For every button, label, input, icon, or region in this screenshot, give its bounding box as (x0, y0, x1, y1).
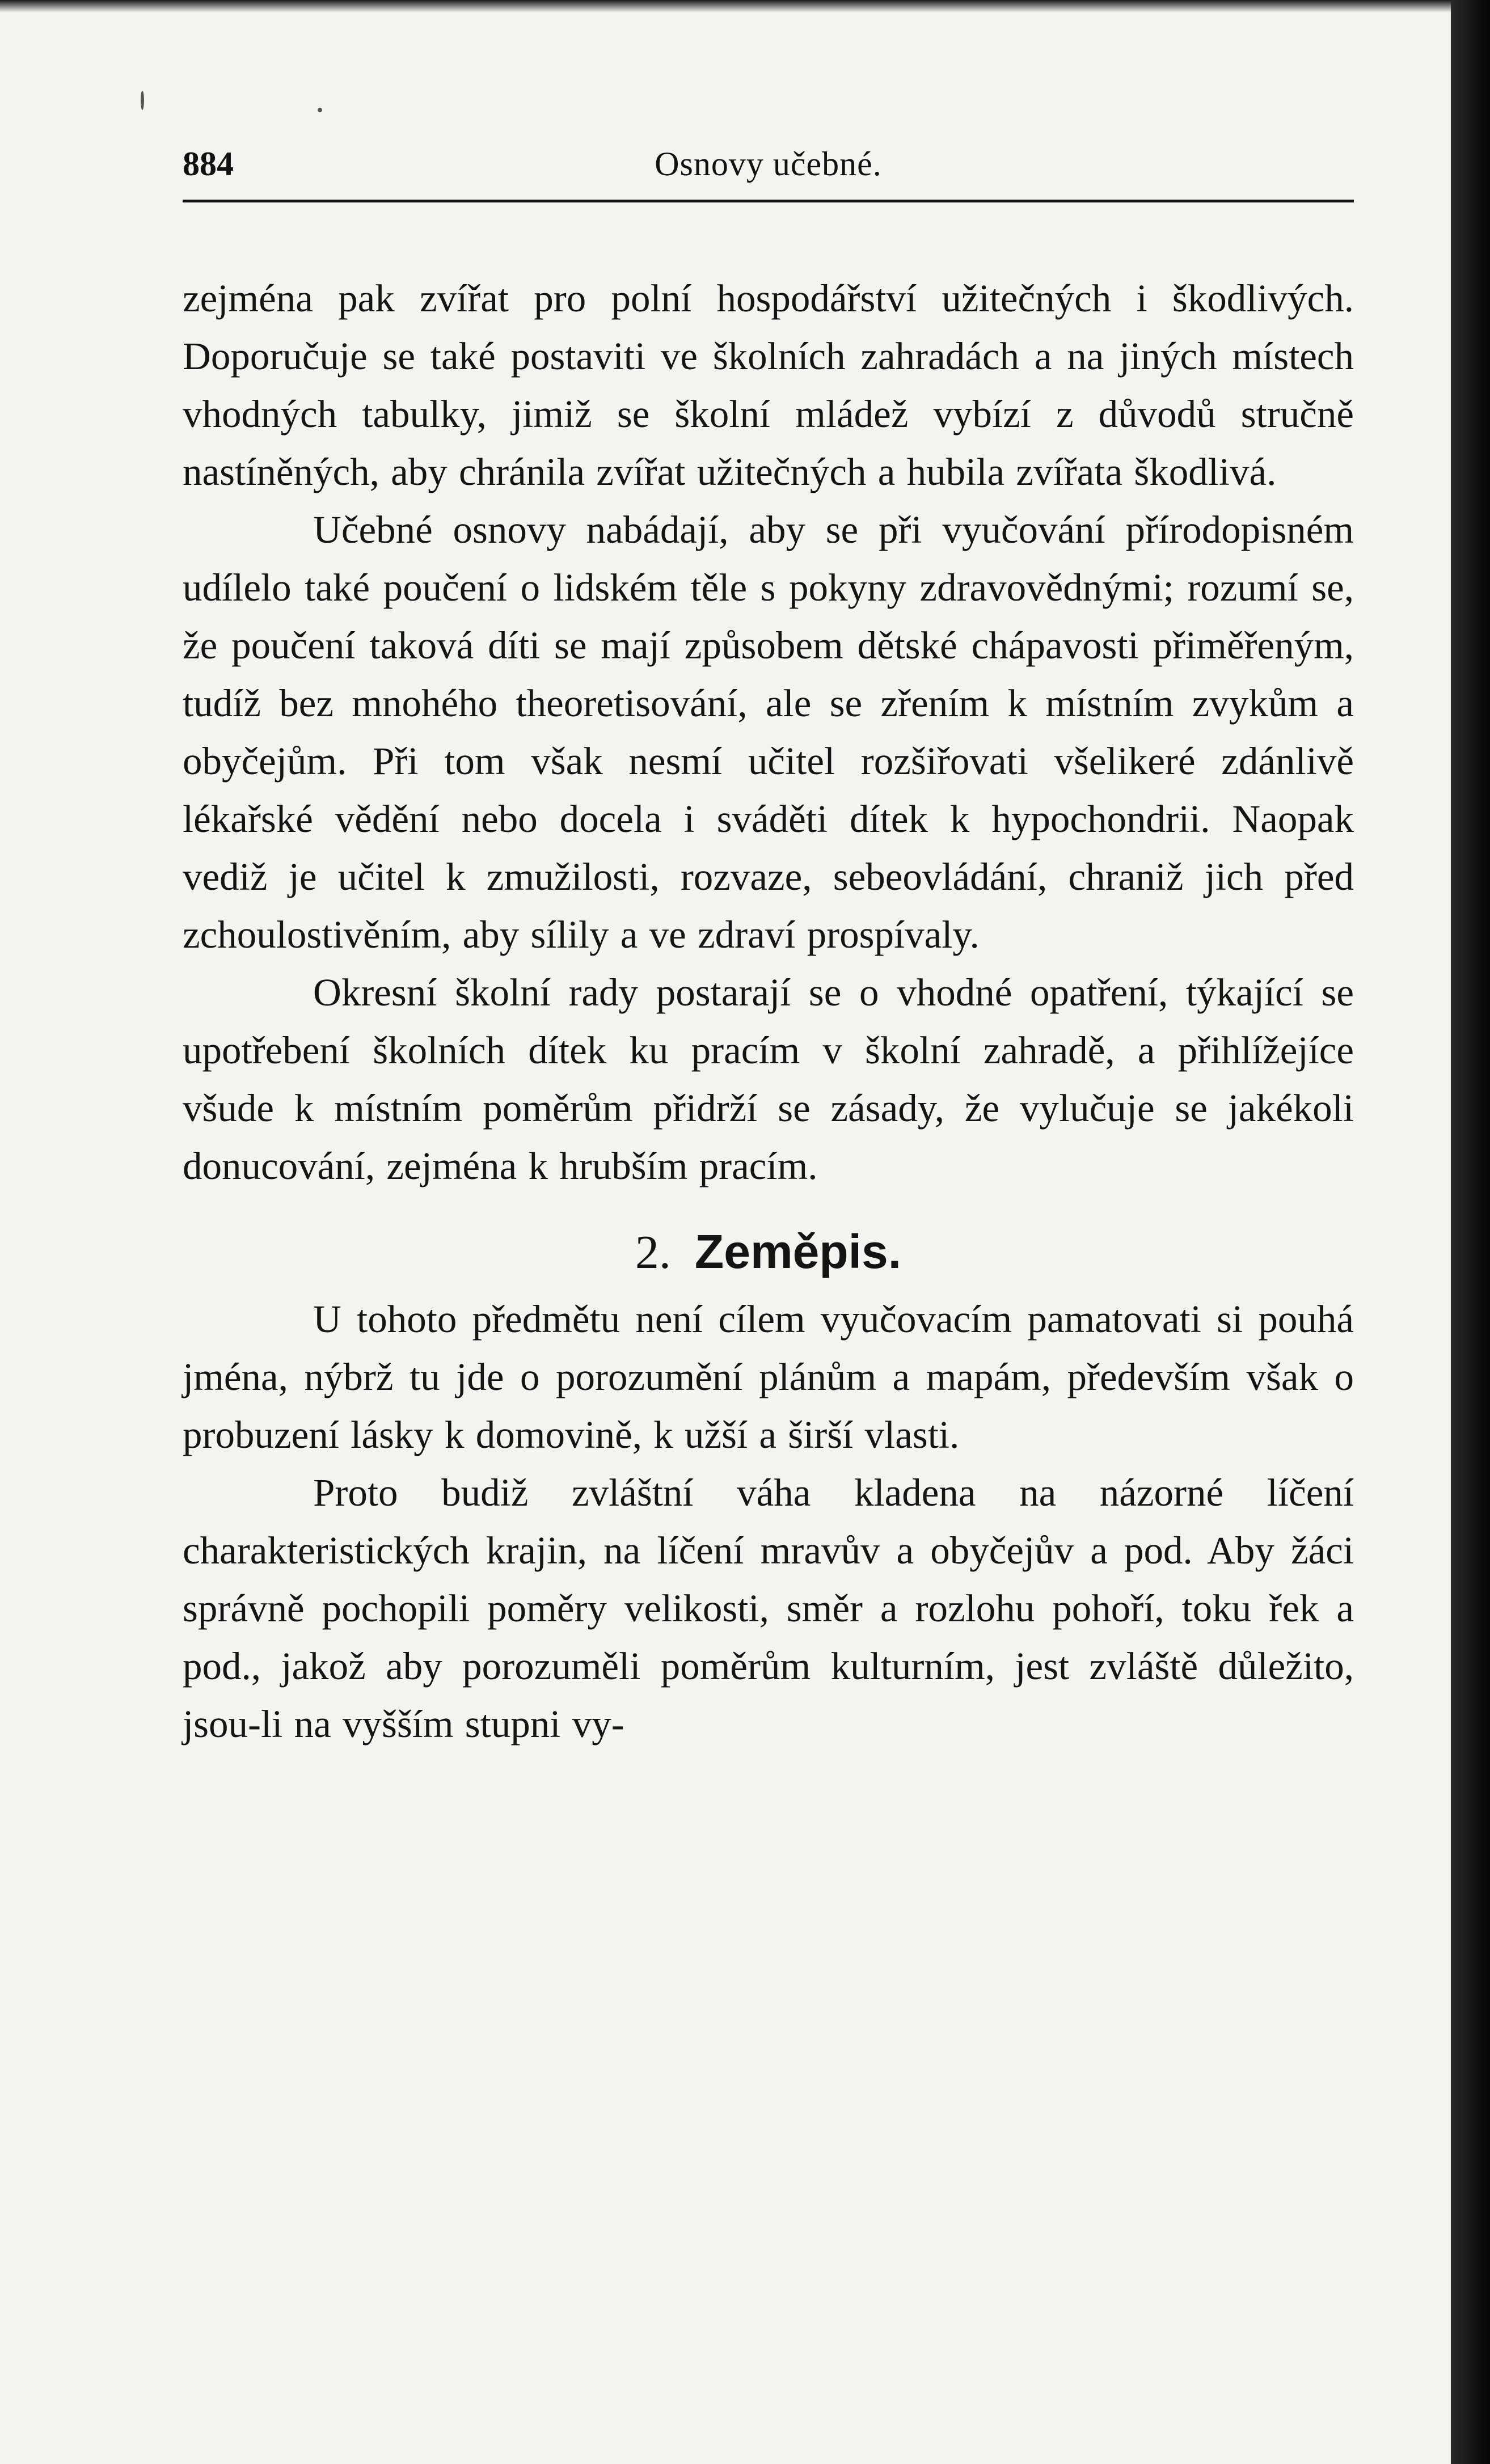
section-title: Zeměpis. (694, 1225, 902, 1278)
body-paragraph-1: zejména pak zvířat pro polní hospodářství užitečných i škodlivých. Doporučuje se také postaviti ve školních zahradách a na jiných místech vhodných tabulky, jimiž se školní mládež vybízí z důvodů stručně nastíněných, aby chránila zvířat užitečných a hubila zvířata škodlivá. (183, 277, 1354, 493)
section-number: 2. (635, 1226, 671, 1279)
section-heading (183, 1218, 1354, 1287)
section-paragraph-1: U tohoto předmětu není cílem vyučovacím pamatovati si pouhá jména, nýbrž tu jde o porozumění plánům a mapám, především však o probuzení lásky k domovině, k užší a širší vlasti. (183, 1297, 1354, 1456)
scan-speck (318, 108, 322, 112)
running-title: Osnovy učebné. (655, 145, 882, 183)
page-content (183, 269, 1354, 1753)
scan-top-shadow (0, 0, 1451, 12)
body-paragraph-3: Okresní školní rady postarají se o vhodné opatření, týkající se upotřebení školních dítek ku pracím v školní zahradě, a přihlížejíce všude k místním poměrům přidrží se zásady, že vylučuje se jakékoli donucování, zejména k hrubším pracím. (183, 971, 1354, 1187)
scan-speck (141, 91, 144, 110)
body-paragraph-2: Učebné osnovy nabádají, aby se při vyučování přírodopisném udílelo také poučení o lidském těle s pokyny zdravovědnými; rozumí se, že poučení taková díti se mají způsobem dětské chápavosti přiměřeným, tudíž bez mnohého theoretisování, ale se zřením k místním zvykům a obyčejům. Při tom však nesmí učitel rozšiřovati všelikeré zdánlivě lékařské vědění nebo docela i sváděti dítek k hypochondrii. Naopak vediž je učitel k zmužilosti, rozvaze, sebeovládání, chraniž jich před zchoulostivěním, aby sílily a ve zdraví prospívaly. (183, 508, 1354, 956)
page-number: 884 (183, 145, 234, 183)
page-header (183, 145, 1354, 196)
scan-binding-edge (1451, 0, 1490, 2464)
header-rule (183, 200, 1354, 202)
section-paragraph-2: Proto budiž zvláštní váha kladena na názorné líčení charakteristických krajin, na líčení mravův a obyčejův a pod. Aby žáci správně pochopili poměry velikosti, směr a rozlohu pohoří, toku řek a pod., jakož aby porozuměli poměrům kulturním, jest zvláště důležito, jsou-li na vyšším stupni vy- (183, 1471, 1354, 1745)
